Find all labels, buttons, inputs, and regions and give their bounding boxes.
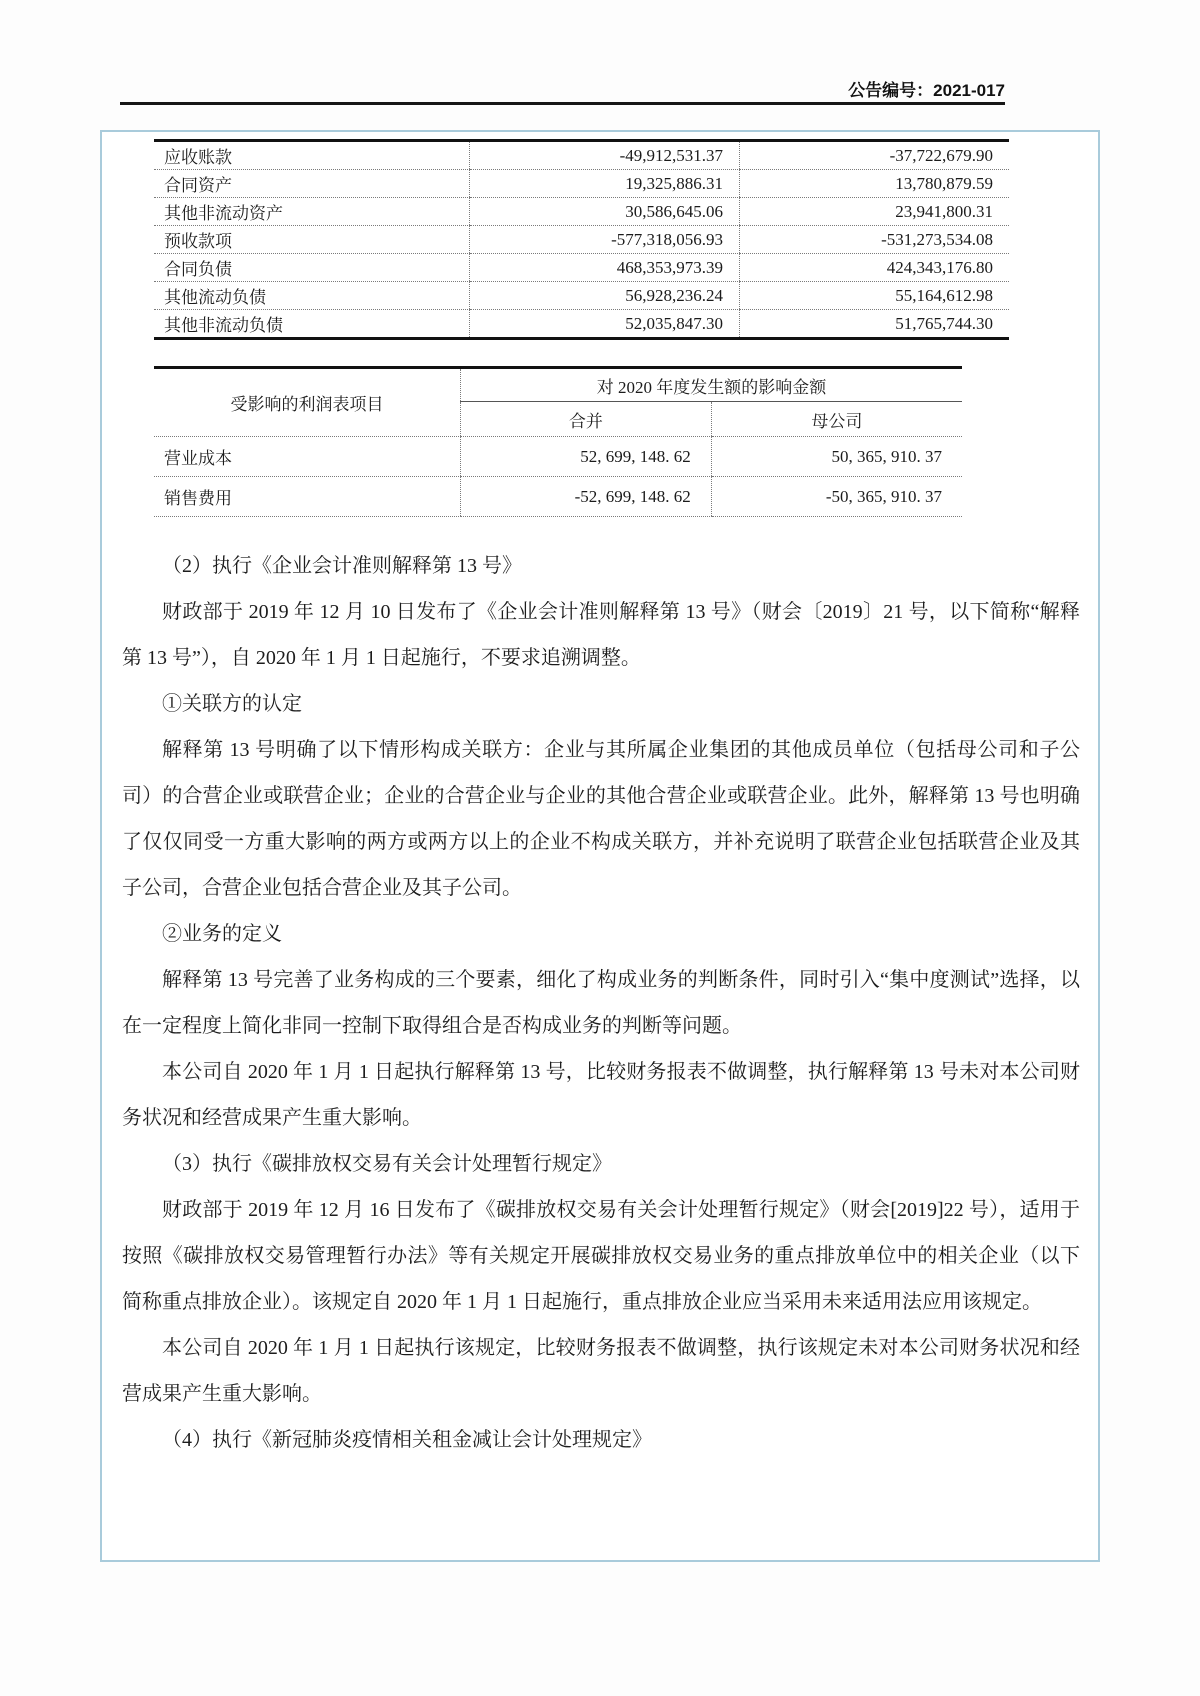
consolidated-amount: 19,325,886.31 <box>470 170 740 198</box>
table-row <box>154 310 1009 339</box>
consolidated-amount: -577,318,056.93 <box>470 226 740 254</box>
announcement-number: 公告编号：2021-017 <box>848 81 1005 100</box>
table-header-row <box>154 368 962 402</box>
item-label: 合同负债 <box>154 254 470 282</box>
parent-company-amount: 51,765,744.30 <box>740 310 1010 339</box>
column-header-consolidated: 合并 <box>461 402 712 437</box>
parent-company-amount: 13,780,879.59 <box>740 170 1010 198</box>
table-row <box>154 254 1009 282</box>
parent-company-amount: -50, 365, 910. 37 <box>711 477 962 517</box>
body-text <box>122 543 1080 1463</box>
consolidated-amount: 468,353,973.39 <box>470 254 740 282</box>
table-row <box>154 198 1009 226</box>
parent-company-amount: 23,941,800.31 <box>740 198 1010 226</box>
parent-company-amount: 55,164,612.98 <box>740 282 1010 310</box>
item-label: 应收账款 <box>154 141 470 170</box>
item-label: 预收款项 <box>154 226 470 254</box>
table-row <box>154 141 1009 170</box>
paragraph: ①关联方的认定 <box>162 693 302 715</box>
item-label: 其他流动负债 <box>154 282 470 310</box>
column-header-parent-company: 母公司 <box>711 402 962 437</box>
parent-company-amount: 50, 365, 910. 37 <box>711 437 962 477</box>
column-header-impact-amount: 对 2020 年度发生额的影响金额 <box>461 368 963 402</box>
consolidated-amount: 52,035,847.30 <box>470 310 740 339</box>
content-box <box>100 130 1100 1562</box>
paragraph: 财政部于 2019 年 12 月 16 日发布了《碳排放权交易有关会计处理暂行规定》（财会[2019]22 号），适用于按照《碳排放权交易管理暂行办法》等有关规定开展碳排放权交易业务的重点排放单位中的相关企业（以下简称重点排放企业）。该规定自 2020 年 1 月 1 日起施行，重点排放企业应当采用未来适用法应用该规定。 <box>122 1199 1080 1313</box>
paragraph: ②业务的定义 <box>162 923 282 945</box>
consolidated-amount: -49,912,531.37 <box>470 141 740 170</box>
paragraph: 解释第 13 号明确了以下情形构成关联方：企业与其所属企业集团的其他成员单位（包括母公司和子公司）的合营企业或联营企业；企业的合营企业与企业的其他合营企业或联营企业。此外，解释第 13 号也明确了仅仅同受一方重大影响的两方或两方以上的企业不构成关联方，并补充说明了联营企业包括联营企业及其子公司，合营企业包括合营企业及其子公司。 <box>122 739 1080 899</box>
table-row <box>154 477 962 517</box>
paragraph: （3）执行《碳排放权交易有关会计处理暂行规定》 <box>162 1153 612 1175</box>
consolidated-amount: -52, 699, 148. 62 <box>461 477 712 517</box>
parent-company-amount: 424,343,176.80 <box>740 254 1010 282</box>
item-label: 其他非流动资产 <box>154 198 470 226</box>
parent-company-amount: -37,722,679.90 <box>740 141 1010 170</box>
paragraph: 本公司自 2020 年 1 月 1 日起执行解释第 13 号，比较财务报表不做调整，执行解释第 13 号未对本公司财务状况和经营成果产生重大影响。 <box>122 1061 1080 1129</box>
table-row <box>154 437 962 477</box>
table-row <box>154 226 1009 254</box>
table-row <box>154 170 1009 198</box>
item-label: 销售费用 <box>154 477 461 517</box>
parent-company-amount: -531,273,534.08 <box>740 226 1010 254</box>
table-row <box>154 282 1009 310</box>
item-label: 其他非流动负债 <box>154 310 470 339</box>
consolidated-amount: 30,586,645.06 <box>470 198 740 226</box>
paragraph: （2）执行《企业会计准则解释第 13 号》 <box>162 555 522 577</box>
item-label: 营业成本 <box>154 437 461 477</box>
item-label: 合同资产 <box>154 170 470 198</box>
balance-sheet-impact-table <box>154 139 1009 340</box>
column-header-affected-item: 受影响的利润表项目 <box>154 368 461 437</box>
paragraph: （4）执行《新冠肺炎疫情相关租金减让会计处理规定》 <box>162 1429 652 1451</box>
paragraph: 财政部于 2019 年 12 月 10 日发布了《企业会计准则解释第 13 号》（财会〔2019〕21 号，以下简称“解释第 13 号”），自 2020 年 1 月 1 日起施行，不要求追溯调整。 <box>122 601 1080 669</box>
consolidated-amount: 52, 699, 148. 62 <box>461 437 712 477</box>
consolidated-amount: 56,928,236.24 <box>470 282 740 310</box>
header-divider-rule <box>120 102 1005 105</box>
paragraph: 本公司自 2020 年 1 月 1 日起执行该规定，比较财务报表不做调整，执行该规定未对本公司财务状况和经营成果产生重大影响。 <box>122 1337 1080 1405</box>
income-statement-impact-table <box>154 366 962 517</box>
paragraph: 解释第 13 号完善了业务构成的三个要素，细化了构成业务的判断条件，同时引入“集中度测试”选择，以在一定程度上简化非同一控制下取得组合是否构成业务的判断等问题。 <box>122 969 1080 1037</box>
